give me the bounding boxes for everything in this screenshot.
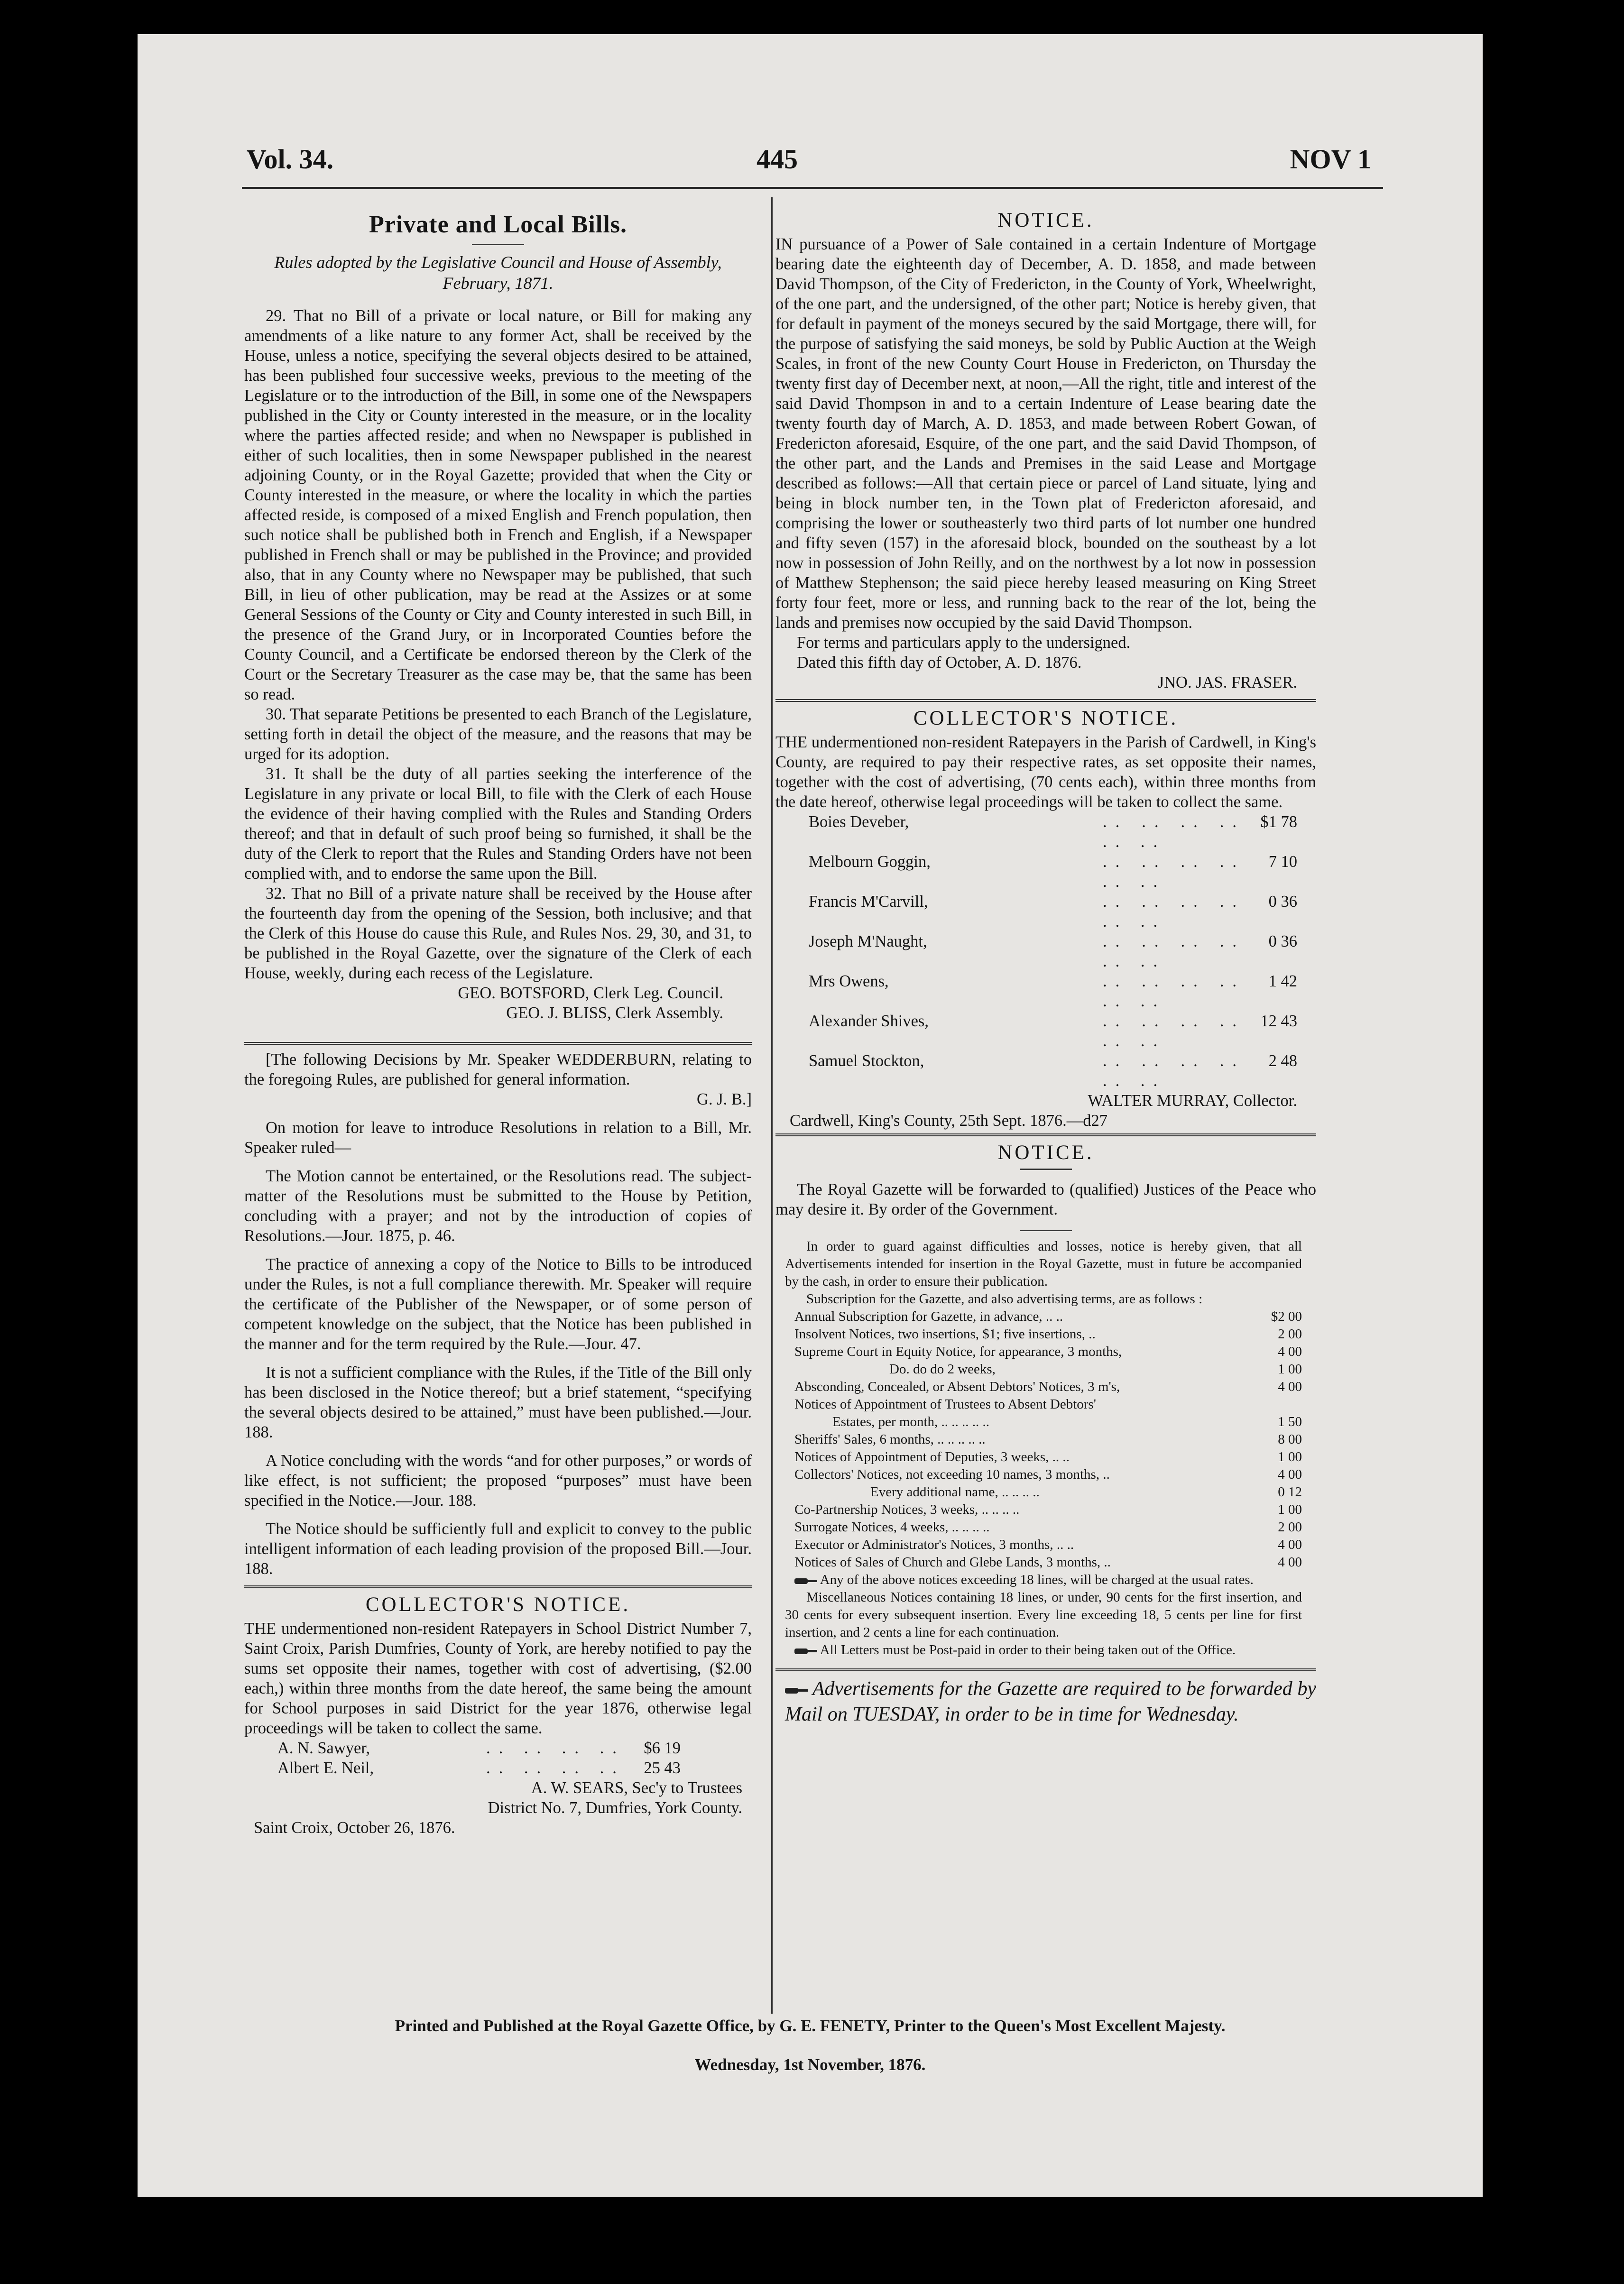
- title-rule: [1020, 1230, 1072, 1231]
- advertisement-deadline: Advertisements for the Gazette are required to be forwarded by Mail on TUESDAY, in order to be in time for Wednesday.: [785, 1678, 1316, 1725]
- collector-place-date: Cardwell, King's County, 25th Sept. 1876.—d27: [790, 1112, 1108, 1130]
- gazette-page: [138, 34, 1483, 2197]
- signature-botsford: GEO. BOTSFORD, Clerk Leg. Council.: [458, 984, 723, 1002]
- table-row: Notices of Sales of Church and Glebe Lands, 3 months, .. 4 00: [794, 1555, 1302, 1570]
- page-footer: [138, 2017, 1483, 2074]
- list-item: Joseph M'Naught, .. .. .. .. .. .. 0 36: [809, 932, 1297, 970]
- rule-29: 29. That no Bill of a private or local nature, or Bill for making any amendments of a like nature to any former Act, shall be received by the House, unless a notice, specifying the several objects desired to be attained, has been published four successive weeks, previous to the meeting of the Legislature or to the introduction of the Bill, in some one of the Newspapers published in the City or County interested in the measure, or in the locality where the parties affected reside; and when no Newspaper is published in either of such localities, then in some Newspaper published in the nearest adjoining County, or in the Royal Gazette; provided that when the City or County interested in the measure, or where the locality in which the parties affected reside, is composed of a mixed English and French population, then such notice shall be published both in French and English, if a Newspaper published in French shall or may be published in the Province; and provided also, that in any County where no Newspaper may be published, that such Bill, in lieu of other publication, may be read at the Assizes or at some General Sessions of the County or City and County interested in such Bill, in the presence of the Grand Jury, or in Incorporated Counties before the County Council, and a Certificate be endorsed thereon by the Clerk of the Court or the Secretary Treasurer as the case may be, that the same has been so read.: [244, 307, 752, 703]
- title-rule: [1020, 1169, 1072, 1170]
- header-rule: [242, 187, 1383, 189]
- left-column: [244, 205, 752, 1838]
- table-row: Sheriffs' Sales, 6 months, .. .. .. .. .. 8 00: [794, 1432, 1302, 1447]
- publication-date: Wednesday, 1st November, 1876.: [694, 2055, 926, 2074]
- page-number: 445: [757, 144, 798, 175]
- list-item: Albert E. Neil, .. .. .. .. 25 43: [277, 1759, 681, 1777]
- gazette-justices-notice: The Royal Gazette will be forwarded to (qualified) Justices of the Peace who may desire it. By order of the Government.: [775, 1180, 1316, 1218]
- table-row: Notices of Appointment of Deputies, 3 weeks, .. .. 1 00: [794, 1449, 1302, 1464]
- rule-31: 31. It shall be the duty of all parties seeking the interference of the Legislature in any private or local Bill, to file with the Clerk of each House the evidence of their having complied with the Rules and Standing Orders thereof; and that in default of such proof being so furnished, it shall be the duty of the Clerk to report that the Rules and Standing Orders have not been complied with, and to endorse the same upon the Bill.: [244, 765, 752, 883]
- right-column: [775, 209, 1316, 1727]
- table-row: Insolvent Notices, two insertions, $1; five insertions, .. 2 00: [794, 1326, 1302, 1342]
- title-rule: [472, 244, 524, 245]
- subscription-intro: Subscription for the Gazette, and also advertising terms, are as follows :: [806, 1291, 1203, 1307]
- list-item: Melbourn Goggin, .. .. .. .. .. .. 7 10: [809, 853, 1297, 891]
- section-rule: [775, 1133, 1316, 1136]
- collector-place-date: Saint Croix, October 26, 1876.: [254, 1819, 455, 1837]
- table-row: Executor or Administrator's Notices, 3 months, .. .. 4 00: [794, 1537, 1302, 1552]
- list-item: Samuel Stockton, .. .. .. .. .. .. 2 48: [809, 1052, 1297, 1090]
- table-row: Collectors' Notices, not exceeding 10 names, 3 months, .. 4 00: [794, 1467, 1302, 1482]
- list-item: Francis M'Carvill, .. .. .. .. .. .. 0 36: [809, 893, 1297, 930]
- decision-5: A Notice concluding with the words “and for other purposes,” or words of like effect, is not sufficient; the proposed “purposes” must have been specified in the Notice.—Jour. 188.: [244, 1452, 752, 1510]
- table-row: Absconding, Concealed, or Absent Debtors' Notices, 3 m's, 4 00: [794, 1379, 1302, 1394]
- misc-notices: Miscellaneous Notices containing 18 lines, or under, 90 cents for the first insertion, and 30 cents for every subsequent insertion. Every line exceeding 18, 5 cents per line for first insertion, and 2 cents a line for each continuation.: [785, 1590, 1302, 1640]
- collector-notice-title: COLLECTOR'S NOTICE.: [365, 1593, 631, 1616]
- list-item: A. N. Sawyer, .. .. .. .. $6 19: [277, 1739, 681, 1757]
- decisions-signature: G. J. B.]: [697, 1090, 752, 1108]
- decision-2: The Motion cannot be entertained, or the Resolutions read. The subject-matter of the Resolutions must be submitted to the House by Petition, concluding with a prayer; and not by the introduction of copies of Resolutions.—Jour. 1875, p. 46.: [244, 1167, 752, 1245]
- table-row: Co-Partnership Notices, 3 weeks, .. .. .. .. 1 00: [794, 1502, 1302, 1517]
- printer-imprint: Printed and Published at the Royal Gazette Office, by G. E. FENETY, Printer to the Queen's Most Excellent Majesty.: [395, 2017, 1226, 2035]
- list-item: Boies Deveber, .. .. .. .. .. .. $1 78: [809, 813, 1297, 851]
- ratepayer-list: [244, 1738, 752, 1778]
- notice2-title: NOTICE.: [997, 1142, 1094, 1164]
- decision-4: It is not a sufficient compliance with the Rules, if the Title of the Bill only has been disclosed in the Notice thereof; but a brief statement, “specifying the several objects desired to be attained,” must have been published.—Jour. 188.: [244, 1363, 752, 1441]
- signature-bliss: GEO. J. BLISS, Clerk Assembly.: [506, 1004, 723, 1022]
- mortgage-notice-text: IN pursuance of a Power of Sale contained in a certain Indenture of Mortgage bearing date the eighteenth day of December, A. D. 1858, and made between David Thompson, of the City of Fredericton, in the County of York, Wheelwright, of the one part, and the undersigned, of the other part; Notice is hereby given, that for default in payment of the moneys secured by the said Mortgage, there will, for the purpose of satisfying the said moneys, be sold by Public Auction at the Weigh Scales, in front of the new County Court House in Fredericton, on Thursday the twenty first day of December next, at noon,—All the right, title and interest of the said David Thompson in and to a certain Indenture of Lease bearing date the twenty fourth day of March, A. D. 1853, and made between Robert Gowan, of Fredericton aforesaid, Esquire, of the one part, and the said David Thompson, of the other part, and the Lands and Premises in the said Lease and Mortgage described as follows:—All that certain piece or parcel of Land situate, lying and being in block number ten, in the Town plat of Fredericton aforesaid, and comprising the lower or southeasterly two third parts of lot number one hundred and fifty seven (157) in the aforesaid block, bounded on the southeast by a lot now in possession of John Reilly, and on the northwest by a lot now in possession of Matthew Stephenson; the said piece hereby leased measuring on King Street forty four feet, more or less, and running back to the rear of the lot, being the lands and premises now occupied by the said David Thompson.: [775, 235, 1316, 632]
- section-rule: [775, 1668, 1316, 1671]
- table-row: Every additional name, .. .. .. .. 0 12: [870, 1484, 1302, 1500]
- table-row: Estates, per month, .. .. .. .. .. 1 50: [832, 1414, 1302, 1429]
- collector-district: District No. 7, Dumfries, York County.: [488, 1799, 742, 1817]
- advertising-terms: [775, 1238, 1316, 1659]
- collector-signature: A. W. SEARS, Sec'y to Trustees: [531, 1779, 742, 1797]
- ratepayer-list: [775, 812, 1316, 1091]
- table-row: Annual Subscription for Gazette, in advance, .. .. $2 00: [794, 1309, 1302, 1324]
- decisions-intro: [The following Decisions by Mr. Speaker WEDDERBURN, relating to the foregoing Rules, are published for general information.: [244, 1050, 752, 1088]
- table-row: Surrogate Notices, 4 weeks, .. .. .. .. 2 00: [794, 1520, 1302, 1535]
- rates-table: [785, 1308, 1302, 1571]
- rules-intro: Rules adopted by the Legislative Council and House of Assembly, February, 1871.: [274, 253, 722, 293]
- decision-1: On motion for leave to introduce Resolutions in relation to a Bill, Mr. Speaker ruled—: [244, 1119, 752, 1157]
- issue-date: NOV 1: [1290, 144, 1371, 175]
- column-divider: [771, 197, 773, 2014]
- section-rule: [775, 699, 1316, 702]
- collector-notice-text: THE undermentioned non-resident Ratepayers in the Parish of Cardwell, in King's County, are required to pay their respective rates, as set opposite their names, together with the cost of advertising, (70 cents each), within three months from the date hereof, otherwise legal proceedings will be taken to collect the same.: [775, 733, 1316, 811]
- guard-notice: In order to guard against difficulties and losses, notice is hereby given, that all Advertisements intended for insertion in the Royal Gazette, must in future be accompanied by the cash, in order to ensure their publication.: [785, 1239, 1302, 1289]
- notice-title: NOTICE.: [997, 209, 1094, 231]
- section-title: Private and Local Bills.: [369, 211, 627, 238]
- list-item: Alexander Shives, .. .. .. .. .. .. 12 43: [809, 1012, 1297, 1050]
- notice-terms: For terms and particulars apply to the undersigned.: [797, 634, 1131, 652]
- rule-32: 32. That no Bill of a private nature shall be received by the House after the fourteenth day from the opening of the Session, both inclusive; and that the Clerk of this House do cause this Rule, and Rules Nos. 29, 30, and 31, to be published in the Royal Gazette, over the signature of the Clerk of each House, weekly, during each recess of the Legislature.: [244, 884, 752, 982]
- letters-note: All Letters must be Post-paid in order to their being taken out of the Office.: [785, 1641, 1302, 1659]
- pointing-hand-icon: [785, 1685, 808, 1695]
- notice-dated: Dated this fifth day of October, A. D. 1876.: [797, 654, 1082, 672]
- pointing-hand-icon: [794, 1646, 817, 1656]
- collector-signature: WALTER MURRAY, Collector.: [1088, 1092, 1297, 1110]
- exceeding-note: Any of the above notices exceeding 18 lines, will be charged at the usual rates.: [785, 1571, 1302, 1589]
- page-header: [138, 143, 1483, 181]
- notice-signature: JNO. JAS. FRASER.: [1157, 673, 1297, 691]
- section-rule: [244, 1042, 752, 1045]
- collector-notice-title: COLLECTOR'S NOTICE.: [913, 707, 1179, 729]
- decision-3: The practice of annexing a copy of the Notice to Bills to be introduced under the Rules, is not a full compliance therewith. Mr. Speaker will require the certificate of the Publisher of the Newspaper, or of some person of competent knowledge on the subject, that the Notice has been published in the manner and for the term required by the Rule.—Jour. 47.: [244, 1255, 752, 1353]
- table-row: Do. do do 2 weeks, 1 00: [889, 1362, 1302, 1377]
- section-rule: [244, 1585, 752, 1588]
- volume-label: Vol. 34.: [247, 144, 334, 175]
- table-row: Supreme Court in Equity Notice, for appearance, 3 months, 4 00: [794, 1344, 1302, 1359]
- table-row: Notices of Appointment of Trustees to Absent Debtors': [794, 1397, 1096, 1412]
- decision-6: The Notice should be sufficiently full and explicit to convey to the public intelligent information of each leading provision of the proposed Bill.—Jour. 188.: [244, 1520, 752, 1578]
- collector-notice-text: THE undermentioned non-resident Ratepayers in School District Number 7, Saint Croix, Parish Dumfries, County of York, are hereby notified to pay the sums set opposite their names, together with cost of advertising, ($2.00 each,) within three months from the date hereof, the same being the amount for School purposes in said District for the year 1876, otherwise legal proceedings will be taken to collect the same.: [244, 1620, 752, 1737]
- pointing-hand-icon: [794, 1575, 817, 1586]
- rule-30: 30. That separate Petitions be presented to each Branch of the Legislature, setting forth in detail the object of the measure, and the reasons that may be urged for its adoption.: [244, 705, 752, 763]
- list-item: Mrs Owens, .. .. .. .. .. .. 1 42: [809, 972, 1297, 1010]
